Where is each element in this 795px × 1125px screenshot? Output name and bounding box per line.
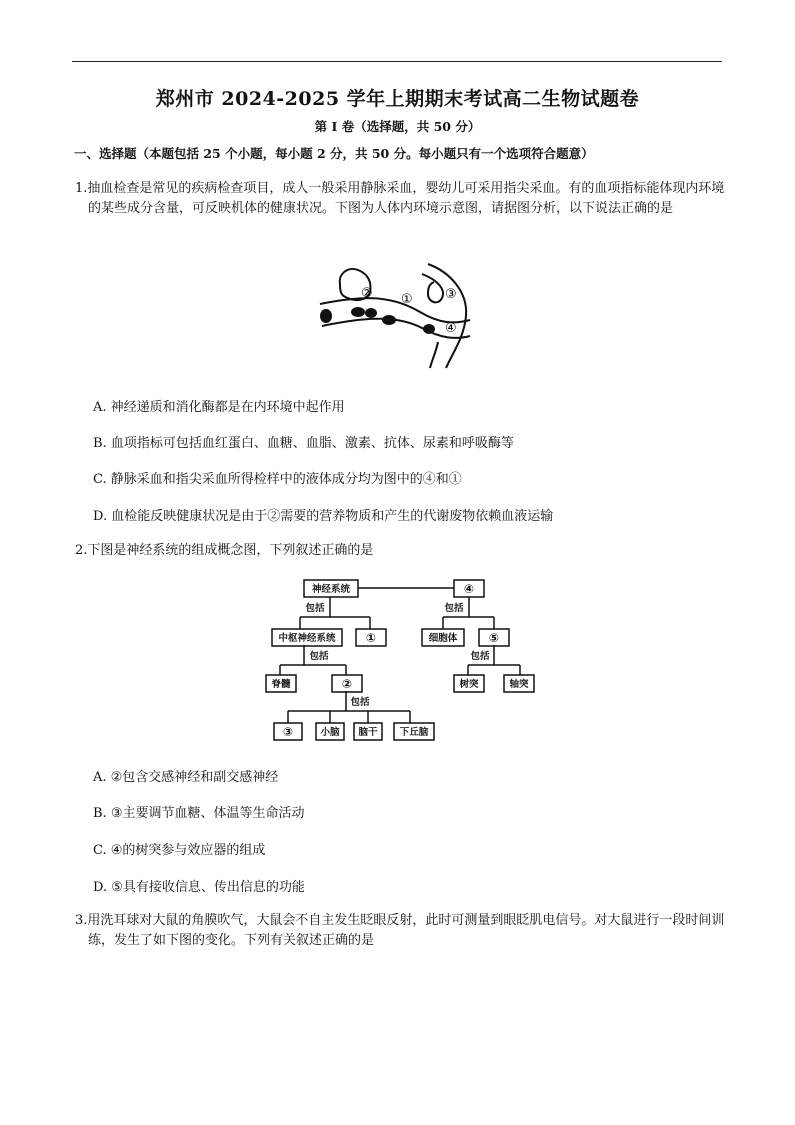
node-brainstem: 脑干 <box>358 727 378 738</box>
blood-cell <box>365 308 377 318</box>
blood-cell <box>423 324 435 334</box>
include-label: 包括 <box>470 651 490 662</box>
node-4: ④ <box>463 582 475 596</box>
question-2 <box>75 541 725 561</box>
internal-environment-diagram <box>310 256 490 376</box>
question-number: 3. <box>75 913 88 928</box>
question-text: 抽血检查是常见的疾病检查项目，成人一般采用静脉采血，婴幼儿可采用指尖采血。有的血项指标能体现内环境的某些成分含量，可反映机体的健康状况。下图为人体内环境示意图，请据图分析，以下说法正确的是 <box>87 181 725 216</box>
include-label: 包括 <box>350 697 370 708</box>
node-hypothalamus: 下丘脑 <box>399 727 429 738</box>
section-heading: 一、选择题（本题包括 25 个小题，每小题 2 分，共 50 分。每小题只有一个选项符合题意） <box>74 146 594 161</box>
label-1: ① <box>401 292 413 307</box>
node-3: ③ <box>282 725 294 739</box>
option-b: B. ③主要调节血糖、体温等生命活动 <box>93 806 305 821</box>
label-4: ④ <box>445 321 457 336</box>
node-nervous-system: 神经系统 <box>311 584 351 595</box>
question-1 <box>75 179 725 219</box>
option-a: A. ②包含交感神经和副交感神经 <box>93 770 279 785</box>
question-text: 下图是神经系统的组成概念图，下列叙述正确的是 <box>87 543 374 558</box>
option-d: D. ⑤具有接收信息、传出信息的功能 <box>93 880 305 895</box>
include-label: 包括 <box>305 603 325 614</box>
question-3-stem <box>75 911 725 951</box>
top-rule <box>72 61 722 62</box>
option-a: A. 神经递质和消化酶都是在内环境中起作用 <box>93 400 345 415</box>
page-title: 郑州市 2024-2025 学年上期期末考试高二生物试题卷 <box>155 88 640 110</box>
node-cns: 中枢神经系统 <box>278 633 336 644</box>
blood-cell <box>382 315 396 325</box>
node-axon: 轴突 <box>509 679 529 690</box>
node-2: ② <box>341 677 353 691</box>
label-2: ② <box>361 286 373 301</box>
page-subtitle: 第 I 卷（选择题，共 50 分） <box>314 119 481 134</box>
question-number: 2. <box>75 543 88 558</box>
question-1-stem <box>75 179 725 219</box>
option-b: B. 血项指标可包括血红蛋白、血糖、血脂、激素、抗体、尿素和呼吸酶等 <box>93 436 514 451</box>
node-cerebellum: 小脑 <box>320 727 340 738</box>
nervous-system-concept-map <box>258 575 538 745</box>
question-number: 1. <box>75 181 88 196</box>
node-spinal-cord: 脊髓 <box>271 679 291 690</box>
option-d: D. 血检能反映健康状况是由于②需要的营养物质和产生的代谢废物依赖血液运输 <box>93 509 554 524</box>
include-label: 包括 <box>309 651 329 662</box>
node-dendrite: 树突 <box>459 679 479 690</box>
node-1: ① <box>365 631 377 645</box>
node-5: ⑤ <box>488 631 500 645</box>
include-label: 包括 <box>444 603 464 614</box>
blood-cell <box>320 309 332 323</box>
blood-cell <box>351 307 365 317</box>
question-3 <box>75 911 725 951</box>
option-c: C. 静脉采血和指尖采血所得检样中的液体成分均为图中的④和① <box>93 472 462 487</box>
label-3: ③ <box>445 287 457 302</box>
option-c: C. ④的树突参与效应器的组成 <box>93 843 266 858</box>
node-soma: 细胞体 <box>428 633 458 644</box>
question-text: 用洗耳球对大鼠的角膜吹气，大鼠会不自主发生眨眼反射，此时可测量到眼眨肌电信号。对大鼠进行一段时间训练，发生了如下图的变化。下列有关叙述正确的是 <box>87 913 725 948</box>
question-2-stem <box>75 541 725 561</box>
